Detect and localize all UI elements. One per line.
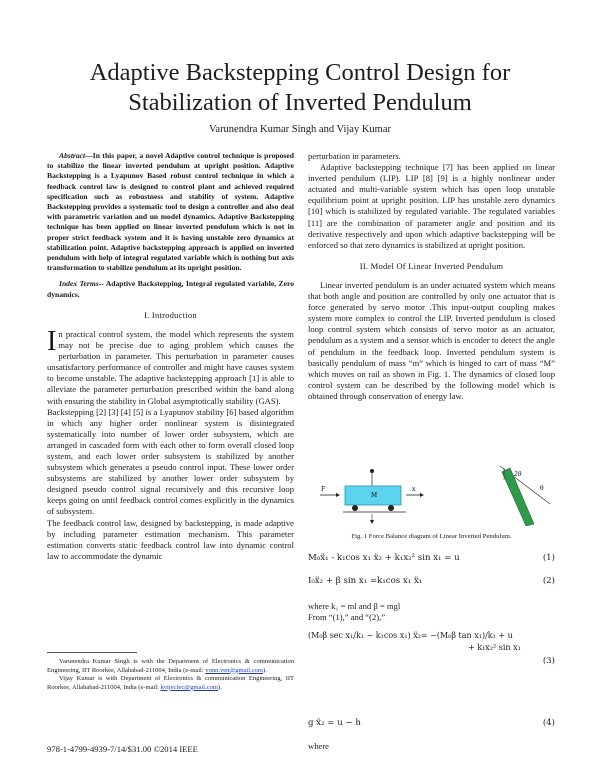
force-arrow-head <box>336 493 340 497</box>
authors: Varunendra Kumar Singh and Vijay Kumar <box>208 124 391 135</box>
equation-4 <box>308 718 555 730</box>
equation-1-number: (1) <box>542 553 555 563</box>
footnotes <box>47 658 294 692</box>
right-column <box>308 151 555 402</box>
footnote-rule <box>47 652 137 653</box>
footnote-2-end: ). <box>217 683 222 691</box>
email-link-1[interactable]: vonn.ven@gmail.com <box>205 666 263 674</box>
cart-label: M <box>371 492 378 499</box>
force-label: F <box>321 486 326 493</box>
right-paragraph-1: Adaptive backstepping technique [7] has been applied on linear inverted pendulum (LIP). LIP [8] [9] is a highly nonlinear under actuated and multi-variable system which has open loop unstable equilibrium point at upright position. LIP has unstable zero dynamics [10] which is stabilized by regulated variable. The regulated variables [11] are the combination of parameter angle and position and its derivative respectively and upon which adaptive backstepping will be enforced so that zero dynamics is stabilized at upright position. <box>308 162 555 250</box>
angle-label: 2θ <box>514 471 522 478</box>
email-link-2[interactable]: kvijecfec@gmail.com <box>160 683 218 691</box>
footnote-1-text: Varunendra Kumar Singh is with the Department of Electronics & communication Engineering, IIT Roorkee, Allahabad-211004, India (e-mail: <box>47 658 294 674</box>
equation-2-number: (2) <box>542 576 555 586</box>
abstract-text: —In this paper, a novel Adaptive control technique is proposed to stabilize the linear inverted pendulum at upright position. Adaptive Backstepping is a Lyapunov Based robust control technique in which a feedback control law is designed to control plant and achieved required specification such as robustness and stability of system. Adaptive Backstepping provides a systematic tool to design a controller and also deal with parametric variation and un model dynamics. Adaptive Backstepping technique has been applied on linear inverted pendulum which is not in proper strict feedback system and it is having unstable zero dynamics at stabilization point. Adaptive backstepping approach is applied on inverted pendulum with help of integral regulated variable which is nothing but axis transformation to stabilize pendulum at its upright position. <box>47 151 294 273</box>
x-arrow-head <box>420 493 424 497</box>
footnote-1-end: ). <box>262 666 267 674</box>
footnote-2 <box>47 675 294 692</box>
from-line: From “(1),” and “(2),” <box>308 612 386 622</box>
equation-3-number: (3) <box>542 656 555 666</box>
left-column <box>47 151 294 562</box>
equation-3-body-2: + k₁x₂² sin x₁ <box>468 643 521 652</box>
equation-3-line-2 <box>308 643 555 655</box>
equation-2-body: I₀ẍ₂ + β sin x₁ =k₁cos x₁ ẍ₁ <box>308 576 423 586</box>
abstract-lead: Abstract <box>59 151 86 160</box>
title-line-1: Adaptive Backstepping Control Design for <box>89 59 511 86</box>
figure-caption: Fig. 1 Force Balance diagram of Linear Inverted Pendulum. <box>351 533 512 540</box>
right-paragraph-2: Linear inverted pendulum is an under actuated system which means that both angle and position are controlled by only one actuator that is force generated by servo motor .This input-output coupling makes system more complex to control the LIP. Inverted pendulum is closed loop control system which consists of servo motor as an actuator, pendulum as a system and a sensor which is encoder to detect the angle of pendulum in the feedback loop. Inverted pendulum system is basically pendulum of mass “m” which is hinged to cart of mass “M” which moves on rail as shown in Fig. 1. The dynamics of closed loop control system can be described by the following model which is obtained through conservation of energy law. <box>308 279 555 401</box>
dropcap: I <box>47 325 57 357</box>
equation-3-number-row <box>308 656 555 668</box>
continuation-text: perturbation in parameters. <box>308 151 401 161</box>
theta-label: θ <box>540 485 544 492</box>
footnote-1 <box>47 658 294 675</box>
footer-copyright: 978-1-4799-4939-7/14/$31.00 ©2014 IEEE <box>47 744 198 754</box>
x-label: x <box>412 486 416 493</box>
where-line-1: where k₁ = ml and β = mgl <box>308 601 401 611</box>
equation-2 <box>308 576 555 588</box>
pendulum-figure <box>318 466 555 526</box>
section-heading-introduction: I. Introduction <box>144 309 197 320</box>
equation-1 <box>308 553 555 565</box>
section-heading-model: II. Model Of Linear Inverted Pendulum <box>359 260 504 271</box>
where-line-2: where <box>308 741 329 751</box>
equation-4-body: g ẍ₂ = u − h <box>308 718 361 728</box>
equation-1-body: M₀ẍ₁ - k₁cos x₁ ẍ₂ + k₁x₂² sin x₁ = u <box>308 553 460 563</box>
index-terms-text: -- Adaptive Backstepping, Integral regulated variable, Zero dynamics. <box>47 279 294 299</box>
equation-4-number: (4) <box>542 718 555 728</box>
cart-wheel-right <box>388 505 394 511</box>
intro-paragraph-2: Backstepping [2] [3] [4] [5] is a Lyapunov stability [6] based algorithm in which any higher order nonlinear system is disintegrated systematically into number of lower order subsystem, which are arranged in cascaded form with each other to form overall closed loop system, and each lower order subsystem is stabilized by another subsystem which generates a pseudo control input. These lower order subsystems are stabilized by another lower order subsystem by designed pseudo control signal recursively and this recursive loop keeps going on until feedback control comes explicitly in the dynamics of subsystem. <box>47 406 294 517</box>
equation-3-line-1 <box>308 631 555 643</box>
abstract <box>47 151 294 273</box>
title-line-2: Stabilization of Inverted Pendulum <box>128 89 472 116</box>
cart-wheel-left <box>352 505 358 511</box>
intro-paragraph-1 <box>47 325 294 407</box>
paper-title <box>40 58 560 118</box>
pendulum-bob <box>370 469 374 473</box>
equation-3-body-1: (M₀β sec x₁/k₁ − k₁cos x₁) ẍ₂= −(M₀β tan x₁)/k₁ + u <box>308 631 513 640</box>
index-terms <box>47 279 294 299</box>
index-terms-lead: Index Terms <box>59 279 99 289</box>
footnote-2-text: Vijay Kumar is with Department of Electronics & communication Engineering, IIT Roorkee, Allahabad-211004, India (e-mail: <box>47 675 294 691</box>
intro-paragraph-3: The feedback control law, designed by backstepping, is made adaptive by including parameter estimation mechanism. This parameter estimation converts static feedback control law into dynamic control law to accommodate the dynamic <box>47 517 294 561</box>
ground-marker-head <box>370 520 374 524</box>
intro-paragraph-1-text: n practical control system, the model which represents the system may not be precise due to aging problem which causes the perturbation in parameter. This perturbation in parameter causes unsatisfactory performance of controller and might have causes system to become unstable. The adaptive backstepping approach [1] is able to alleviate the parameter perturbation prescribed within the band along with ensuring the stability in Global asymptotically stability (GAS). <box>47 328 294 406</box>
